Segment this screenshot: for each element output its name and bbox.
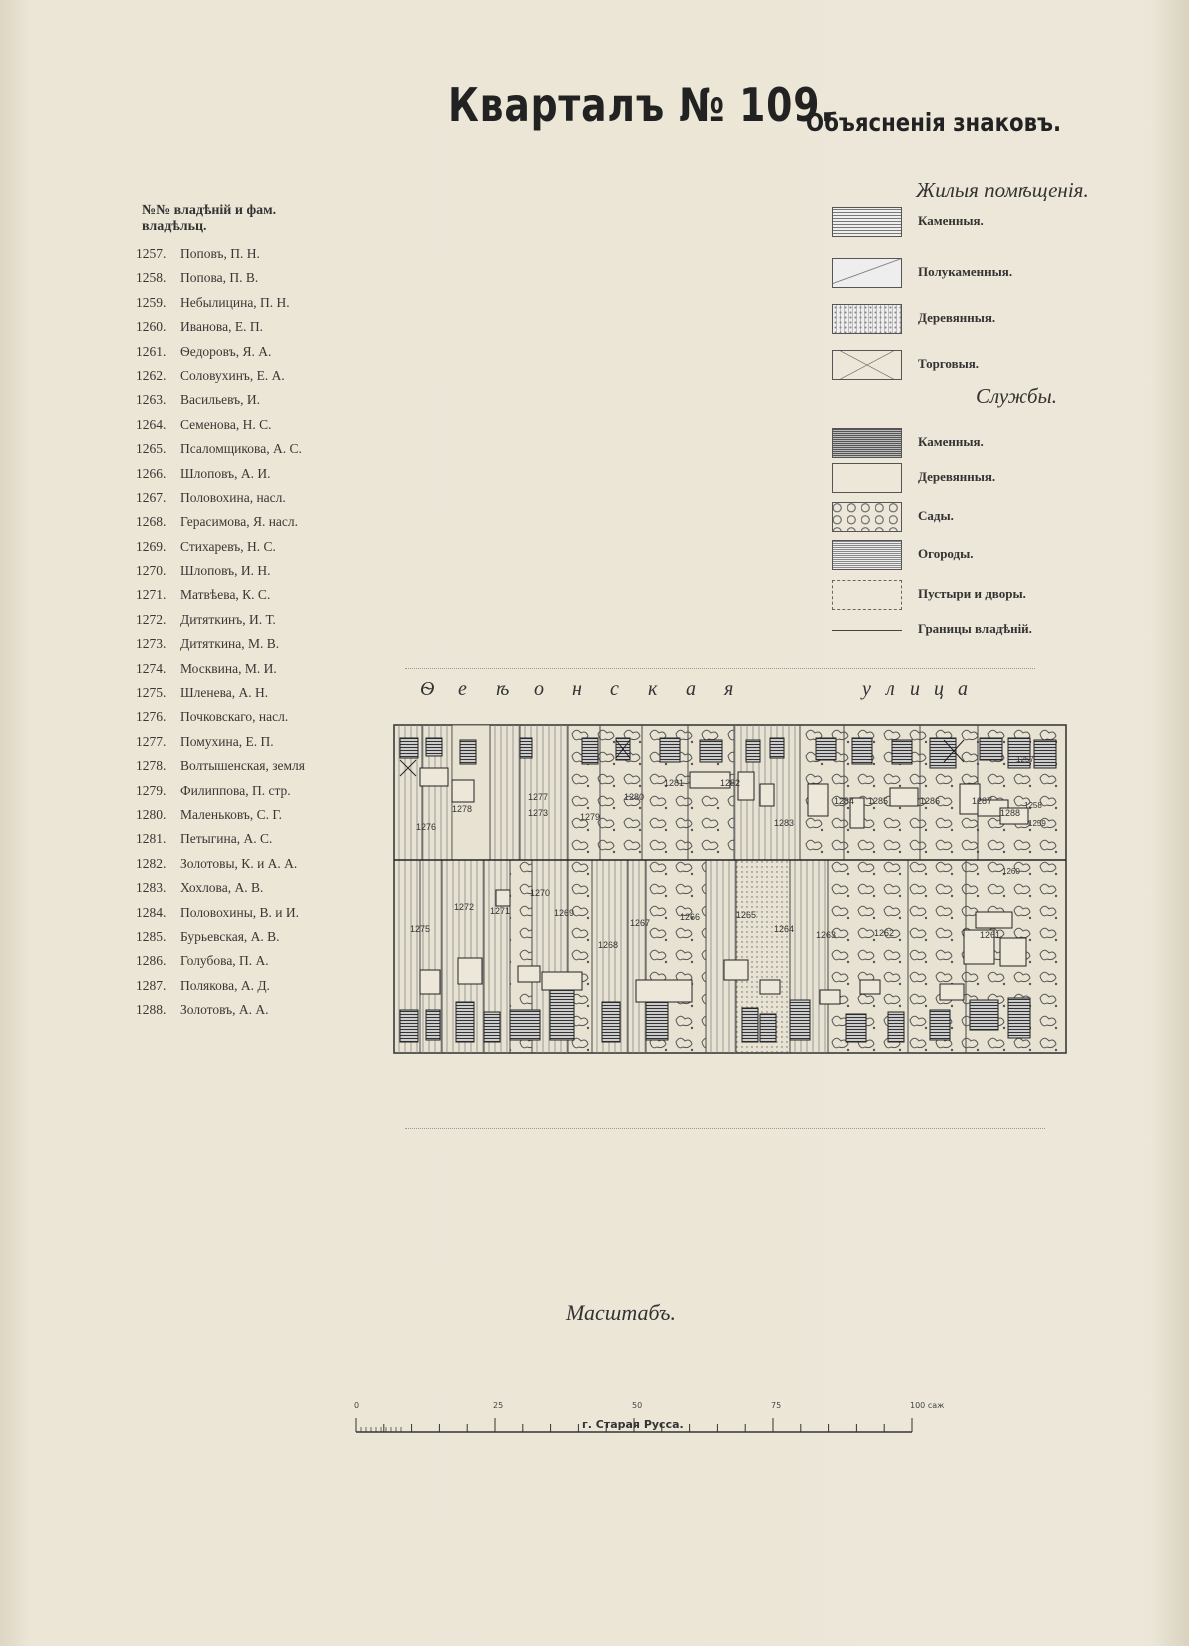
parcel-number: 1272 [454,902,475,912]
owner-number: 1283. [136,880,167,896]
parcel-number: 1265 [736,910,757,920]
building [602,1002,620,1042]
owner-name: Иванова, Е. П. [180,319,263,335]
street-name-letter: к [648,678,658,700]
legend-label: Каменныя. [918,434,984,449]
legend-label: Торговыя. [918,356,980,371]
owner-number: 1286. [136,953,167,969]
parcel-number: 1271 [490,906,511,916]
owner-entry [136,319,305,343]
owner-name: Почковскаго, насл. [180,709,289,725]
owner-entry [136,636,305,660]
parcel-number: 1285 [868,796,889,806]
owner-name: Васильевъ, И. [180,392,260,408]
owner-name: Маленьковъ, С. Г. [180,806,283,822]
owner-entry [136,953,305,977]
owner-entry [136,978,305,1002]
scale-label: 0 [354,1401,360,1410]
parcel-top [490,725,520,860]
owner-entry [136,880,305,904]
owner-name: Филиппова, П. стр. [180,782,291,798]
owner-entry [136,539,305,563]
owner-number: 1265. [136,441,167,457]
building [582,738,598,764]
parcel-number: 1282 [720,778,741,788]
owner-entry [136,295,305,319]
owner-name: Половохина, насл. [180,489,286,505]
legend-swatch-garden [832,502,902,532]
owner-entry [136,612,305,636]
owner-entry [136,1002,305,1026]
owner-number: 1274. [136,660,167,676]
legend-row-trade [832,350,1189,380]
owner-number: 1277. [136,733,167,749]
outbuilding [976,912,1012,928]
owner-name: Псаломщикова, А. С. [180,441,302,457]
building [646,998,668,1040]
owner-name: Попова, П. В. [180,270,259,286]
building [980,738,1002,760]
legend-label: Деревянныя. [918,310,996,325]
owner-entry [136,758,305,782]
owner-name: Петыгина, А. С. [180,831,273,847]
legend-swatch-half-stone [832,258,902,288]
owner-name: Шлоповъ, И. Н. [180,563,271,579]
parcel-number: 1287 [972,796,993,806]
building [700,740,722,762]
building [746,740,760,762]
owner-number: 1271. [136,587,167,603]
legend-swatch-stone-svc [832,428,902,458]
legend-label: Пустыри и дворы. [918,586,1026,601]
owner-name: Золотовы, К. и А. А. [180,855,298,871]
legend-label: Полукаменныя. [918,264,1013,279]
legend-label: Деревянныя. [918,469,996,484]
building [456,1002,474,1042]
owner-entry [136,441,305,465]
owner-entry [136,856,305,880]
owner-number: 1260. [136,319,167,335]
owner-number: 1279. [136,782,167,798]
parcel-number: 1275 [410,924,431,934]
owner-entry [136,344,305,368]
building [892,740,912,764]
building [790,1000,810,1040]
parcel-number: 1273 [528,808,549,818]
outbuilding [808,784,828,816]
parcel-number: 1286 [920,796,941,806]
building [550,990,574,1040]
parcel-number: 1267 [630,918,651,928]
outbuilding [724,960,748,980]
block-map [360,680,1120,1100]
owner-name: Семенова, Н. С. [180,416,272,432]
owner-number: 1272. [136,611,167,627]
owner-name: Стихаревъ, Н. С. [180,538,276,554]
building [770,738,784,758]
legend-services-title: Службы. [976,384,1057,408]
owner-name: Дитяткина, М. В. [180,636,280,652]
outbuilding [820,990,840,1004]
owner-number: 1257. [136,246,167,261]
street-word-letter: ц [934,678,944,700]
legend-row-vegetable [832,540,1189,570]
owner-entry [136,466,305,490]
street-name-letter: н [572,678,582,700]
owner-entry [136,831,305,855]
street-word-letter: л [886,678,895,700]
owner-entry [136,587,305,611]
owner-entry [136,905,305,929]
outbuilding [738,772,754,800]
owner-number: 1268. [136,514,167,530]
legend-swatch-vegetable [832,540,902,570]
page-title: Кварталъ № 109. [448,78,836,132]
owner-number: 1284. [136,904,167,920]
building [846,1014,866,1042]
outbuilding [636,980,692,1002]
legend-row-stone-svc [832,428,1189,458]
owner-name: Золотовъ, А. А. [180,1002,269,1018]
outbuilding [890,788,918,806]
owner-name: Волтышенская, земля [180,758,306,774]
street-name-letter: е [458,678,467,700]
owner-number: 1281. [136,831,167,847]
outbuilding [496,890,510,906]
parcel-number: 1260 [1002,867,1020,876]
owner-number: 1262. [136,367,167,383]
outbuilding [1000,938,1026,966]
parcel-bottom [706,860,736,1053]
owner-name: Шлоповъ, А. И. [180,465,271,481]
legend-label: Огороды. [918,546,974,561]
outbuilding [542,972,582,990]
owner-number: 1266. [136,465,167,481]
building [400,738,418,758]
owner-number: 1278. [136,758,167,774]
owner-number: 1287. [136,977,167,993]
owner-entry [136,514,305,538]
parcel-number: 1288 [1000,808,1021,818]
outbuilding [420,768,448,786]
parcel-number: 1284 [834,796,855,806]
owner-entry [136,661,305,685]
parcel-number: 1266 [680,912,701,922]
legend-swatch-boundary [832,615,902,631]
building [426,738,442,756]
parcel-number: 1257 [1016,755,1034,764]
owners-list [136,246,305,1027]
owner-entry [136,563,305,587]
parcel-number: 1269 [554,908,575,918]
owner-name: Герасимова, Я. насл. [180,514,299,530]
parcel-number: 1279 [580,812,601,822]
legend-row-boundary [832,615,1189,645]
parcel-number: 1261 [980,930,1001,940]
owner-number: 1264. [136,416,167,432]
outbuilding [760,784,774,806]
owner-number: 1263. [136,392,167,408]
owner-name: Москвина, М. И. [180,660,277,676]
building [1034,740,1056,768]
parcel-number: 1278 [452,804,473,814]
outbuilding [518,966,540,982]
owners-header: №№ владѣній и фам. владѣльц. [142,203,277,234]
legend-label: Границы владѣній. [918,621,1032,636]
owner-number: 1276. [136,709,167,725]
street-dotted-line [405,668,1035,669]
parcel-number: 1276 [416,822,437,832]
parcel-number: 1264 [774,924,795,934]
owner-name: Дитяткинъ, И. Т. [180,611,276,627]
parcel-number: 1277 [528,792,549,802]
owner-entry [136,929,305,953]
street-name-letter: я [724,678,734,700]
parcel-number: 1280 [624,792,645,802]
owner-number: 1267. [136,489,167,505]
building [520,738,532,758]
owner-entry [136,246,305,270]
building [760,1014,776,1042]
building [426,1010,440,1040]
scale-label: 50 [632,1401,643,1410]
street-name-letter: Ѳ [420,678,435,700]
parcel-number: 1268 [598,940,619,950]
building [970,1000,998,1030]
owner-number: 1269. [136,538,167,554]
outbuilding [760,980,780,994]
outbuilding [458,958,482,984]
legend-swatch-yard [832,580,902,610]
building [510,1010,540,1040]
owner-name: Хохлова, А. В. [180,880,264,896]
legend-row-wood-res [832,304,1189,334]
building [400,1010,418,1042]
legend-residential-title: Жилыя помѣщенія. [916,178,1089,202]
owner-name: Половохины, В. и И. [180,904,300,920]
legend-row-half-stone [832,258,1189,288]
legend-label: Каменныя. [918,213,984,228]
building [484,1012,500,1042]
legend-row-wood-svc [832,463,1189,493]
owner-entry [136,685,305,709]
legend-label: Сады. [918,508,954,523]
scale-label: 75 [771,1401,782,1410]
bottom-dotted-line [405,1128,1045,1129]
parcel-bottom [628,860,646,1053]
building [930,1010,950,1040]
outbuilding [940,984,964,1000]
legend-row-yard [832,580,1189,610]
owner-name: Бурьевская, А. В. [180,928,280,944]
building [742,1008,758,1042]
owner-name: Матвѣева, К. С. [180,587,271,603]
parcel-number: 1283 [774,818,795,828]
building [852,738,872,764]
scale-title: Масштабъ. [566,1300,676,1325]
owner-entry [136,783,305,807]
building [888,1012,904,1042]
street-name-letter: с [610,678,619,700]
owner-number: 1273. [136,636,167,652]
scale-label: 100 саж [910,1401,945,1410]
owner-number: 1259. [136,294,167,310]
legend-row-garden [832,502,1189,532]
owner-name: Соловухинъ, Е. А. [180,367,285,383]
owner-entry [136,709,305,733]
legend-row-stone-res [832,207,1189,237]
outbuilding [452,780,474,802]
outbuilding [420,970,440,994]
owner-name: Ѳедоровъ, Я. А. [180,343,272,359]
parcel-number: 1281 [664,778,685,788]
owner-number: 1258. [136,270,167,286]
owner-name: Поповъ, П. Н. [180,246,260,261]
owner-entry [136,734,305,758]
owner-entry [136,807,305,831]
owner-entry [136,270,305,294]
owner-number: 1275. [136,685,167,701]
owner-entry [136,490,305,514]
street-word-letter: и [910,678,920,700]
owner-number: 1288. [136,1002,167,1018]
parcel-number: 1258 [1024,801,1042,810]
owner-entry [136,368,305,392]
legend-swatch-wood-svc [832,463,902,493]
outbuilding [860,980,880,994]
street-name-letter: ѣ [496,678,510,700]
city-caption: г. Старая Русса. [582,1418,684,1431]
legend-title: Объясненія знаковъ. [806,108,1062,137]
building [660,738,680,762]
scale-label: 25 [493,1401,504,1410]
street-word-letter: у [862,678,871,700]
owner-name: Помухина, Е. П. [180,733,274,749]
owner-entry [136,417,305,441]
owner-name: Шленева, А. Н. [180,685,269,701]
owner-number: 1261. [136,343,167,359]
building [460,740,476,764]
parcel-number: 1263 [816,930,837,940]
legend-swatch-stone-res [832,207,902,237]
owner-name: Полякова, А. Д. [180,977,270,993]
street-name-letter: а [686,678,696,700]
parcel-number: 1270 [530,888,551,898]
street-word-letter: а [958,678,968,700]
owner-number: 1280. [136,806,167,822]
owner-name: Небылицина, П. Н. [180,294,290,310]
building [1008,998,1030,1038]
owner-entry [136,392,305,416]
legend-swatch-trade [832,350,902,380]
parcel-number: 1259 [1028,819,1046,828]
parcel-number: 1262 [874,928,895,938]
owner-name: Голубова, П. А. [180,953,269,969]
owner-number: 1282. [136,855,167,871]
street-name-letter: о [534,678,544,700]
owner-number: 1285. [136,928,167,944]
legend-swatch-wood-res [832,304,902,334]
building [816,738,836,760]
owner-number: 1270. [136,563,167,579]
